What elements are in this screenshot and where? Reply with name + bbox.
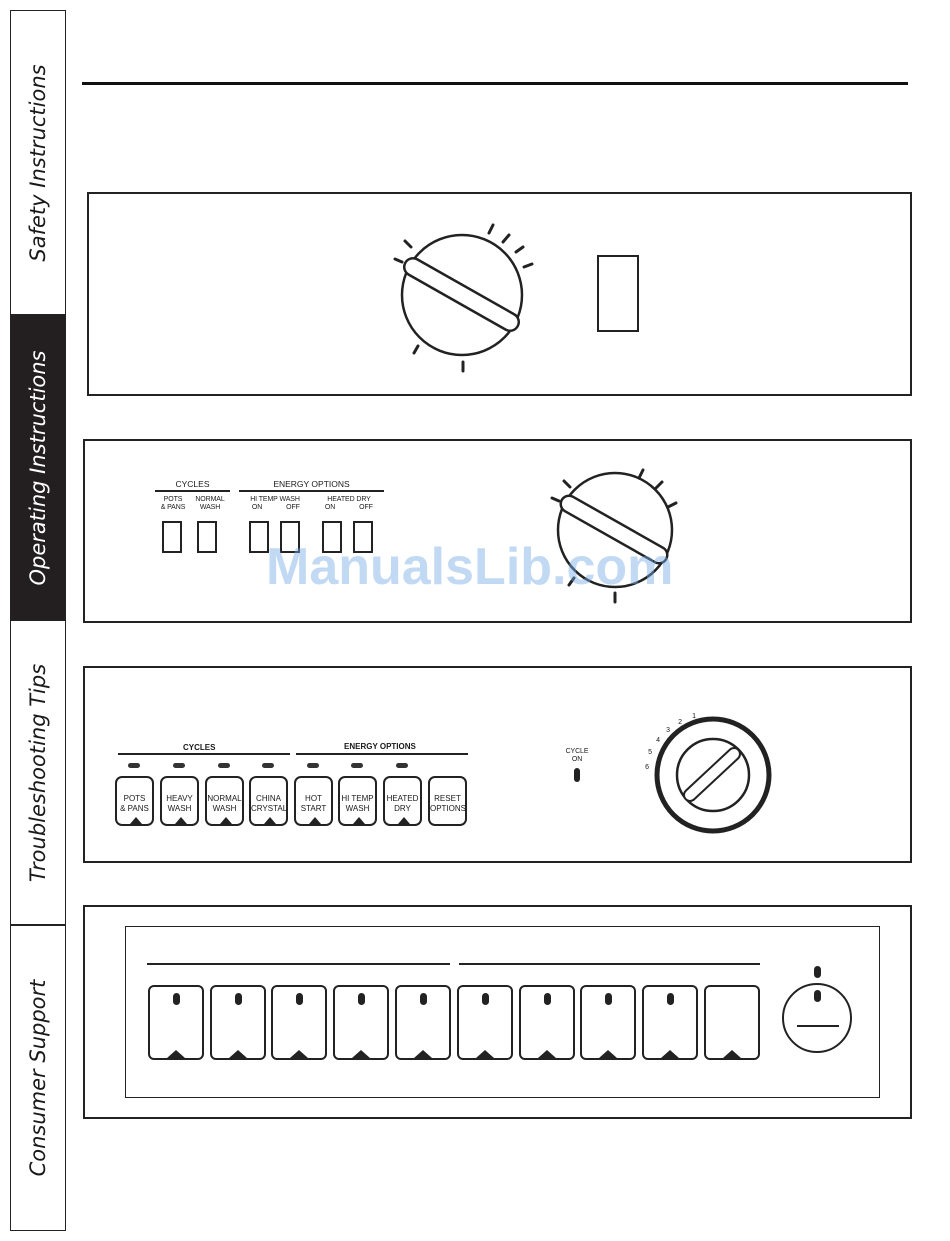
dial-number: 1 (692, 713, 696, 720)
dial-number: 4 (656, 737, 660, 744)
dial-number: 5 (648, 749, 652, 756)
arrow-icon (414, 1050, 432, 1058)
indicator-light (235, 993, 242, 1005)
panel-button-6[interactable] (457, 985, 513, 1060)
panel-button-2[interactable] (210, 985, 266, 1060)
dial-knob-icon[interactable] (89, 194, 914, 398)
indicator-light (667, 993, 674, 1005)
off-label: OFF (286, 504, 300, 511)
button-label: HI TEMP WASH (341, 794, 374, 813)
energy-options-header: ENERGY OPTIONS (273, 479, 350, 489)
indicator-light (173, 993, 180, 1005)
start-dial[interactable] (782, 983, 852, 1053)
on-label: ON (251, 504, 263, 511)
dial-marker (797, 1025, 839, 1027)
panel-button-3[interactable] (271, 985, 327, 1060)
arrow-icon (599, 1050, 617, 1058)
dial-number: 6 (645, 764, 649, 771)
panel-button-7[interactable] (519, 985, 575, 1060)
indicator-light (814, 966, 821, 978)
panel-button-9[interactable] (642, 985, 698, 1060)
tab-label: Consumer Support (26, 979, 50, 1177)
button-label: HOT START (300, 794, 327, 813)
tab-operating-instructions[interactable] (10, 315, 66, 620)
divider (147, 963, 450, 965)
header-rule (82, 82, 908, 85)
control-panel-model-1 (87, 192, 912, 396)
indicator-light (420, 993, 427, 1005)
arrow-icon (290, 1050, 308, 1058)
energy-options-header: ENERGY OPTIONS (344, 742, 416, 751)
on-label: ON (324, 504, 336, 511)
indicator-light (482, 993, 489, 1005)
dial-knob-icon[interactable] (85, 441, 914, 625)
panel-button-8[interactable] (580, 985, 636, 1060)
tab-label: Safety Instructions (26, 63, 50, 262)
cycles-header: CYCLES (175, 479, 210, 489)
tab-safety-instructions[interactable] (10, 10, 66, 315)
arrow-icon (229, 1050, 247, 1058)
indicator-light (605, 993, 612, 1005)
indicator-light (814, 990, 821, 1002)
cycle-dial-icon[interactable] (85, 668, 914, 865)
button-label: CHINA CRYSTAL (251, 794, 288, 813)
indicator-light (544, 993, 551, 1005)
button-label: POTS & PANS (120, 794, 149, 813)
control-panel-model-2 (83, 439, 912, 623)
normal-wash-label: NORMAL WASH (195, 496, 225, 511)
tab-consumer-support[interactable] (10, 925, 66, 1231)
arrow-icon (723, 1050, 741, 1058)
indicator-light (358, 993, 365, 1005)
heated-dry-label: HEATED DRY (327, 496, 371, 503)
tab-troubleshooting-tips[interactable] (10, 620, 66, 925)
arrow-icon (538, 1050, 556, 1058)
hi-temp-wash-label: HI TEMP WASH (250, 496, 300, 503)
arrow-icon (661, 1050, 679, 1058)
indicator-light (296, 993, 303, 1005)
cycle-on-label: CYCLE ON (565, 748, 589, 763)
tab-label: Operating Instructions (26, 350, 50, 585)
inner-panel (125, 926, 880, 1098)
dial-number: 2 (678, 719, 682, 726)
cycles-header: CYCLES (183, 743, 216, 752)
button-label: HEATED DRY (386, 794, 419, 813)
arrow-icon (167, 1050, 185, 1058)
arrow-icon (352, 1050, 370, 1058)
panel-button-4[interactable] (333, 985, 389, 1060)
door-latch-switch[interactable] (597, 255, 639, 332)
panel-button-1[interactable] (148, 985, 204, 1060)
panel-button-10[interactable] (704, 985, 760, 1060)
button-label: NORMAL WASH (207, 794, 242, 813)
off-label: OFF (359, 504, 373, 511)
button-label: RESET OPTIONS (430, 794, 467, 813)
button-label: HEAVY WASH (166, 794, 193, 813)
control-panel-model-3 (83, 666, 912, 863)
divider (459, 963, 760, 965)
arrow-icon (476, 1050, 494, 1058)
panel-button-5[interactable] (395, 985, 451, 1060)
control-panel-model-4 (83, 905, 912, 1119)
pots-pans-label: POTS & PANS (160, 496, 186, 511)
watermark: ManualsLib.com (266, 538, 674, 596)
dial-number: 3 (666, 727, 670, 734)
tab-label: Troubleshooting Tips (26, 663, 50, 882)
